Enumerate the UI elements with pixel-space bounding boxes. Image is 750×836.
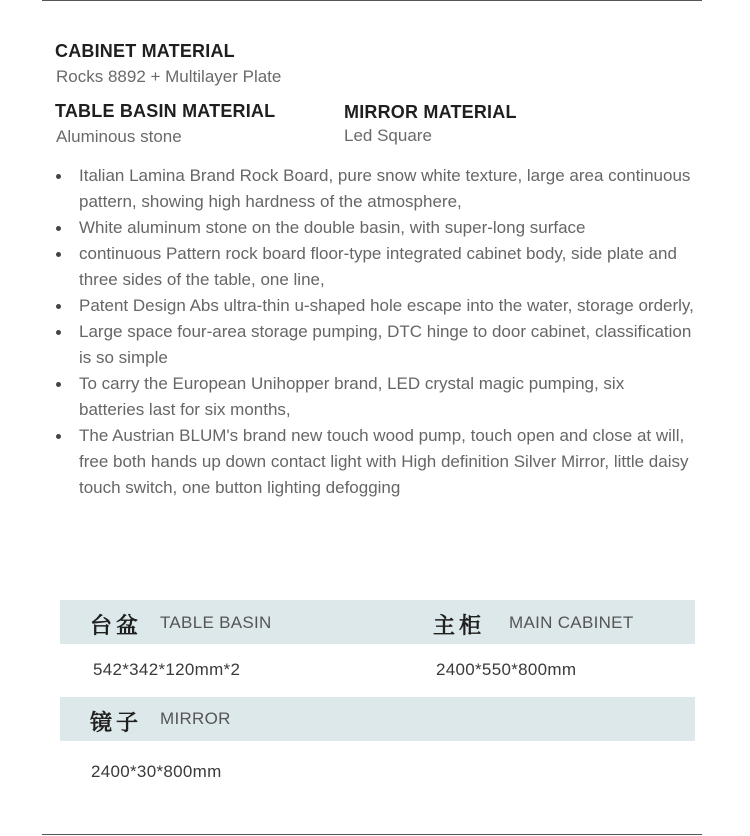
main-cabinet-dimensions: 2400*550*800mm <box>436 660 577 679</box>
mirror-material-value: Led Square <box>344 126 432 145</box>
spec-header-band <box>60 697 695 741</box>
feature-item: White aluminum stone on the double basin, with super-long surface <box>54 215 694 241</box>
table-basin-dimensions: 542*342*120mm*2 <box>93 660 241 679</box>
table-basin-cn-heading: 台盆 <box>90 614 143 639</box>
mirror-dimensions: 2400*30*800mm <box>91 762 222 781</box>
feature-item: Large space four-area storage pumping, DTC hinge to door cabinet, classification is so simple <box>54 319 694 371</box>
table-basin-en-heading: TABLE BASIN <box>160 613 272 632</box>
feature-item: continuous Pattern rock board floor-type integrated cabinet body, side plate and three sides of the table, one line, <box>54 241 694 293</box>
top-divider <box>42 0 702 1</box>
table-basin-material-value: Aluminous stone <box>56 127 182 146</box>
cabinet-material-value: Rocks 8892 + Multilayer Plate <box>56 67 282 86</box>
mirror-en-heading: MIRROR <box>160 709 231 728</box>
cabinet-material-label: CABINET MATERIAL <box>55 41 235 61</box>
table-basin-material-label: TABLE BASIN MATERIAL <box>55 101 276 121</box>
feature-item: To carry the European Unihopper brand, LED crystal magic pumping, six batteries last for six months, <box>54 371 694 423</box>
bottom-divider <box>42 834 702 835</box>
mirror-material-label: MIRROR MATERIAL <box>344 102 517 122</box>
feature-item: Italian Lamina Brand Rock Board, pure snow white texture, large area continuous pattern, showing high hardness of the atmosphere, <box>54 163 694 215</box>
feature-list <box>54 163 694 501</box>
main-cabinet-cn-heading: 主柜 <box>433 614 486 639</box>
mirror-cn-heading: 镜子 <box>90 711 143 736</box>
main-cabinet-en-heading: MAIN CABINET <box>509 613 634 632</box>
feature-item: The Austrian BLUM's brand new touch wood pump, touch open and close at will, free both hands up down contact light with High definition Silver Mirror, little daisy touch switch, one button lighting defogging <box>54 423 694 501</box>
feature-item: Patent Design Abs ultra-thin u-shaped hole escape into the water, storage orderly, <box>54 293 694 319</box>
